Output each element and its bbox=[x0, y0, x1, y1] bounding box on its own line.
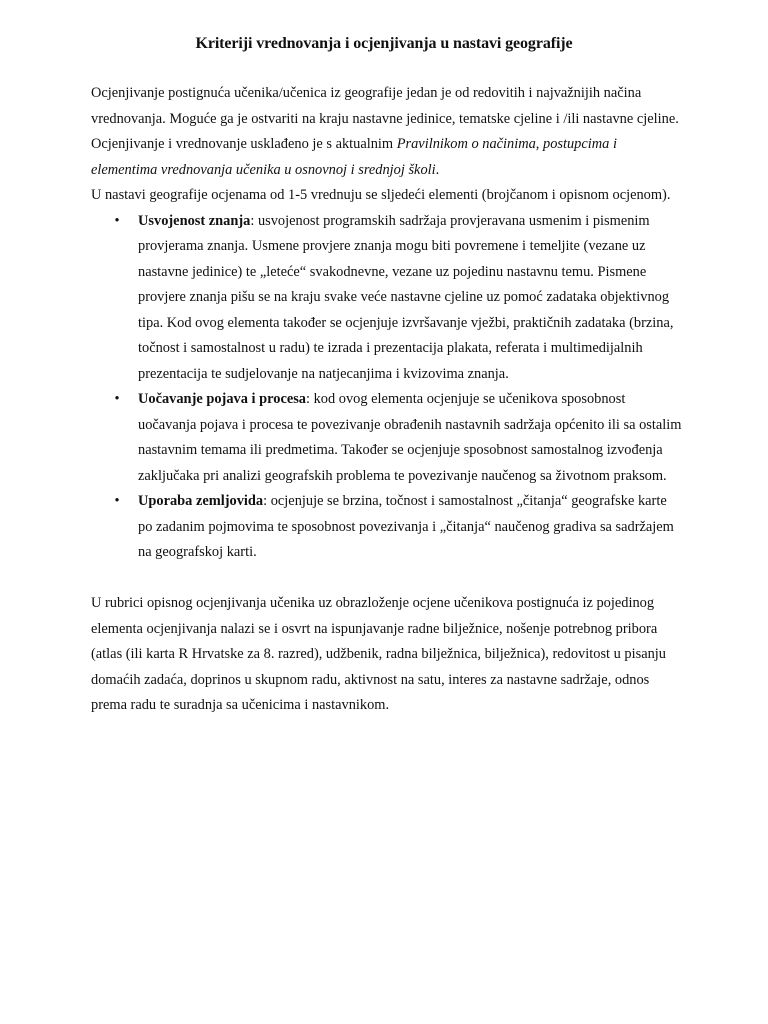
closing-paragraph: U rubrici opisnog ocjenjivanja učenika uz obrazloženje ocjene učenikova postignuća iz pojedinog elementa ocjenjivanja nalazi se i osvrt na ispunjavanje radne bilježnice, nošenje potrebnog pribora (atlas (ili karta R Hrvatske za 8. razred), udžbenik, radna bilježnica, bilježnica), redovitost u pisanju domaćih zadaća, doprinos u skupnom radu, aktivnost na satu, interes za nastavne sadržaje, odnos prema radu te suradnja sa učenicima i nastavnikom. bbox=[91, 595, 666, 713]
element-term: Uporaba zemljovida bbox=[138, 493, 264, 509]
document-body bbox=[91, 81, 683, 719]
intro-paragraph-1: Ocjenjivanje postignuća učenika/učenica iz geografije jedan je od redovitih i najvažnijih načina vrednovanja. Moguće ga je ostvariti na kraju nastavne jedinice, tematske cjeline i /ili nastavne cjeline. bbox=[91, 85, 679, 127]
element-term: Uočavanje pojava i procesa bbox=[138, 391, 307, 407]
element-description: : usvojenost programskih sadržaja provjeravana usmenim i pismenim provjerama znanja. Usmene provjere znanja mogu biti povremene i temeljite (vezane uz nastavne jedinice) te „leteće“ svakodnevne, vezane uz pojedinu nastavnu temu. Pismene provjere znanja pišu se na kraju svake veće nastavne cjeline uz pomoć zadataka objektivnog tipa. Kod ovog elementa također se ocjenjuje izvršavanje vježbi, praktičnih zadataka (brzina, točnost i samostalnost u radu) te izrada i prezentacija plakata, referata i multimedijalnih prezentacija te sudjelovanje na natjecanjima i kvizovima znanja. bbox=[138, 212, 674, 382]
element-term: Usvojenost znanja bbox=[138, 212, 251, 229]
bullet-icon: • bbox=[114, 493, 120, 509]
bullet-icon: • bbox=[114, 391, 120, 407]
intro-paragraph-2 bbox=[91, 132, 683, 183]
elements-list bbox=[91, 209, 683, 566]
paragraph-spacer bbox=[91, 566, 683, 592]
element-description: : kod ovog elementa ocjenjuje se učenikova sposobnost uočavanja pojava i procesa te povezivanje obrađenih nastavnih sadržaja općenito ili sa ostalim nastavnim temama ili predmetima. Također se ocjenjuje sposobnost samostalnog izvođenja zaključaka pri analizi geografskih problema te povezivanje naučenog sa životnom praksom. bbox=[138, 391, 682, 484]
bullet-icon: • bbox=[114, 212, 120, 229]
document-title: Kriteriji vrednovanja i ocjenjivanja u nastavi geografije bbox=[195, 35, 573, 52]
element-description: : ocjenjuje se brzina, točnost i samostalnost „čitanja“ geografske karte po zadanim pojmovima te sposobnost povezivanja i „čitanja“ naučenog gradiva sa sadržajem na geografskoj karti. bbox=[138, 493, 674, 560]
list-item bbox=[114, 209, 683, 388]
intro-paragraph-3: U nastavi geografije ocjenama od 1-5 vrednuju se sljedeći elementi (brojčanom i opisnom ocjenom). bbox=[91, 187, 671, 203]
list-item bbox=[114, 387, 683, 489]
intro-paragraph-2-start: Ocjenjivanje i vrednovanje usklađeno je s aktualnim bbox=[91, 136, 397, 152]
intro-paragraph-2-end: . bbox=[435, 161, 440, 178]
regulation-title: Pravilnikom o načinima, postupcima i elementima vrednovanja učenika u osnovnoj i srednjoj školi bbox=[91, 136, 617, 178]
list-item bbox=[114, 489, 683, 566]
